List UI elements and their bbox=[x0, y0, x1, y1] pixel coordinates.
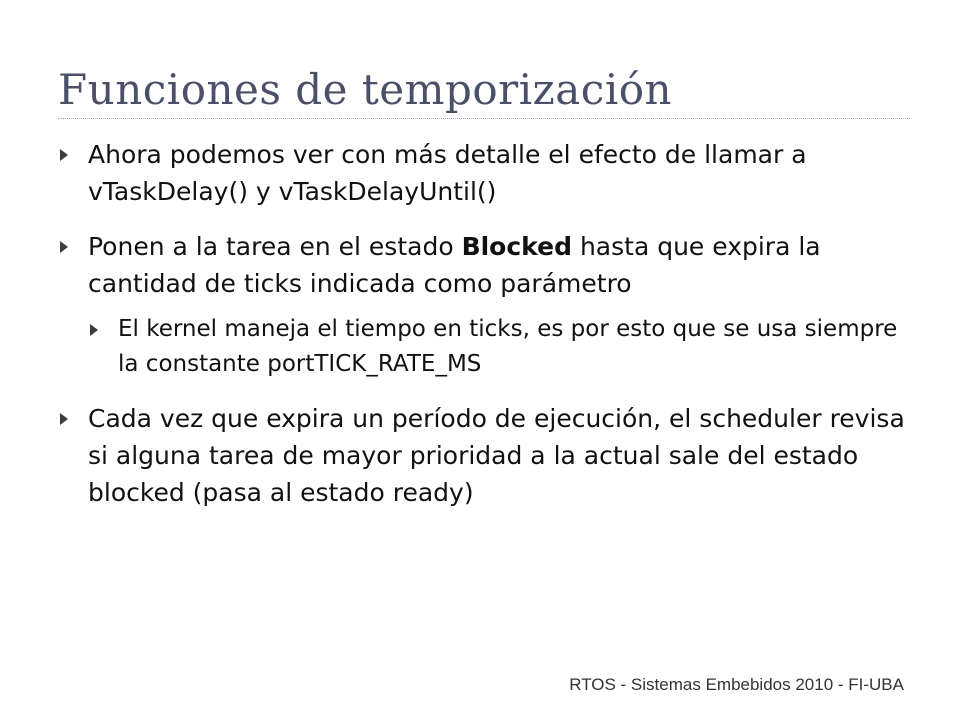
triangle-right-icon bbox=[60, 149, 68, 161]
bullet-item-3 bbox=[58, 400, 918, 511]
triangle-right-icon bbox=[60, 241, 68, 253]
slide-content bbox=[58, 136, 918, 529]
bullet-item-1 bbox=[58, 136, 918, 210]
bullet-text-before: Ponen a la tarea en el estado bbox=[88, 232, 462, 261]
bullet-text: Cada vez que expira un período de ejecución, el scheduler revisa si alguna tarea de mayor prioridad a la actual sale del estado blocked (pasa al estado ready) bbox=[88, 404, 905, 507]
triangle-right-icon bbox=[60, 413, 68, 425]
bullet-item-2 bbox=[58, 228, 918, 302]
bullet-text-bold: Blocked bbox=[461, 232, 572, 261]
bullet-text-after: hasta que expira la cantidad de ticks indicada como parámetro bbox=[88, 232, 821, 298]
slide-title: Funciones de temporización bbox=[58, 65, 673, 114]
title-divider bbox=[58, 118, 910, 119]
triangle-right-icon bbox=[90, 324, 98, 336]
slide-footer: RTOS - Sistemas Embebidos 2010 - FI-UBA bbox=[569, 675, 904, 694]
bullet-text: Ahora podemos ver con más detalle el efecto de llamar a vTaskDelay() y vTaskDelayUntil() bbox=[88, 140, 807, 206]
sub-bullet-item-1 bbox=[88, 312, 918, 382]
sub-bullet-text: El kernel maneja el tiempo en ticks, es por esto que se usa siempre la constante portTICK_RATE_MS bbox=[118, 316, 898, 377]
